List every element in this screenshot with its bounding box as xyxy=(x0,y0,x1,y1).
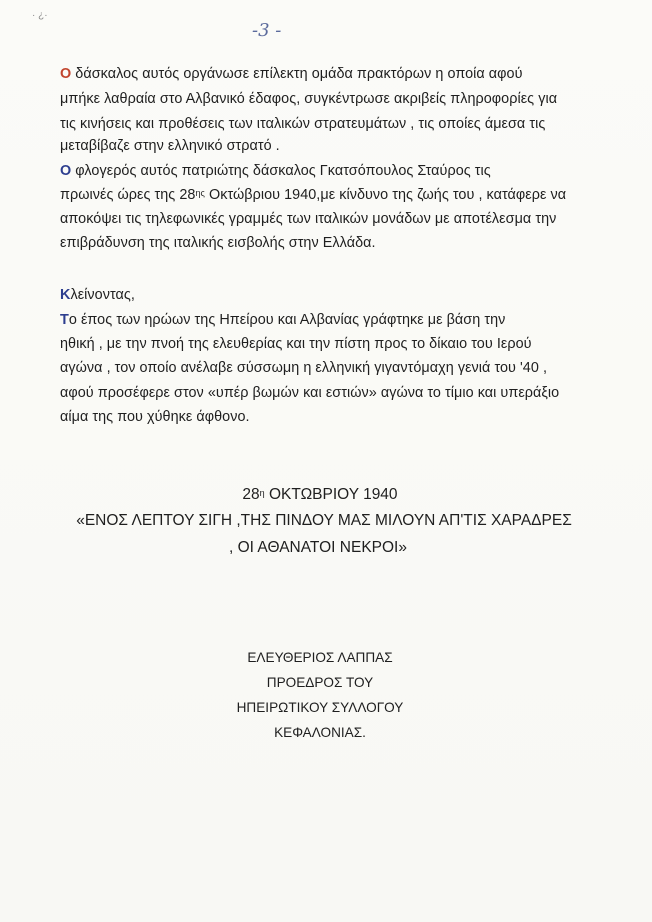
closing-line-2: ηθική , με την πνοή της ελευθερίας και την πίστη προς το δίκαιο του Ιερού xyxy=(60,336,532,352)
accent-letter: Κ xyxy=(60,287,71,303)
paragraph2-line-2 xyxy=(60,185,566,205)
paragraph2-line-4: επιβράδυνση της ιταλικής εισβολής στην Ελλάδα. xyxy=(60,235,376,251)
page-number: -3 - xyxy=(252,20,282,41)
motto-date xyxy=(0,482,646,508)
ordinal-suffix: η xyxy=(259,488,265,498)
paragraph1-line-3: τις κινήσεις και προθέσεις των ιταλικών στρατευμάτων , τις οποίες άμεσα τις xyxy=(60,116,546,132)
accent-letter: Ο xyxy=(60,66,72,82)
closing-line-4: αφού προσέφερε στον «υπέρ βωμών και εστιών» αγώνα το τίμιο και υπεράξιο xyxy=(60,385,560,401)
paragraph1-line-4: μεταβίβαζε στην ελληνικό στρατό . xyxy=(60,138,280,154)
line-text: δάσκαλος αυτός οργάνωσε επίλεκτη ομάδα πρακτόρων η οποία αφού xyxy=(71,66,523,82)
signature-name: ΕΛΕΥΘΕΡΙΟΣ ΛΑΠΠΑΣ xyxy=(247,650,393,665)
ordinal-suffix: ης xyxy=(195,188,205,198)
line-text: ο έπος των ηρώων της Ηπείρου και Αλβανίας γράφτηκε με βάση την xyxy=(68,312,506,328)
line-text: Οκτώβριου 1940,με κίνδυνο της ζωής του , κατάφερε να xyxy=(204,187,567,203)
date-day: 28 xyxy=(242,486,260,503)
motto-line-1: «ΕΝΟΣ ΛΕΠΤΟΥ ΣΙΓΗ ,ΤΗΣ ΠΙΝΔΟΥ ΜΑΣ ΜΙΛΟΥΝ ΑΠ'ΤΙΣ ΧΑΡΑΔΡΕΣ xyxy=(76,512,572,529)
signature-role: ΠΡΟΕΔΡΟΣ ΤΟΥ xyxy=(266,675,374,690)
paragraph2-line-1 xyxy=(60,161,491,181)
paragraph1-line-2: μπήκε λαθραία στο Αλβανικό έδαφος, συγκέντρωσε ακριβείς πληροφορίες για xyxy=(60,91,558,107)
signature-org: ΗΠΕΙΡΩΤΙΚΟΥ ΣΥΛΛΟΓΟΥ xyxy=(236,700,404,715)
line-text: φλογερός αυτός πατριώτης δάσκαλος Γκατσόπουλος Σταύρος τις xyxy=(71,163,491,179)
motto-line-2: , ΟΙ ΑΘΑΝΑΤΟΙ ΝΕΚΡΟΙ» xyxy=(229,539,407,556)
line-text: πρωινές ώρες της 28 xyxy=(60,187,196,203)
closing-line-5: αίμα της που χύθηκε άφθονο. xyxy=(60,409,250,425)
line-text: λείνοντας, xyxy=(70,287,135,303)
closing-line-3: αγώνα , τον οποίο ανέλαβε σύσσωμη η ελληνική γιγαντόμαχη γενιά του '40 , xyxy=(60,360,548,376)
accent-letter: Τ xyxy=(60,312,69,328)
paragraph2-line-3: αποκόψει τις τηλεφωνικές γραμμές των ιταλικών μονάδων με αποτέλεσμα την xyxy=(60,211,557,227)
signature-place: ΚΕΦΑΛΟΝΙΑΣ. xyxy=(274,725,366,740)
closing-line-1 xyxy=(60,310,505,330)
date-text: ΟΚΤΩΒΡΙΟΥ 1940 xyxy=(264,486,398,503)
accent-letter: Ο xyxy=(60,163,72,179)
paragraph1-line-1 xyxy=(60,64,523,84)
closing-heading xyxy=(60,285,135,305)
corner-mark: · ¿· xyxy=(32,10,48,21)
